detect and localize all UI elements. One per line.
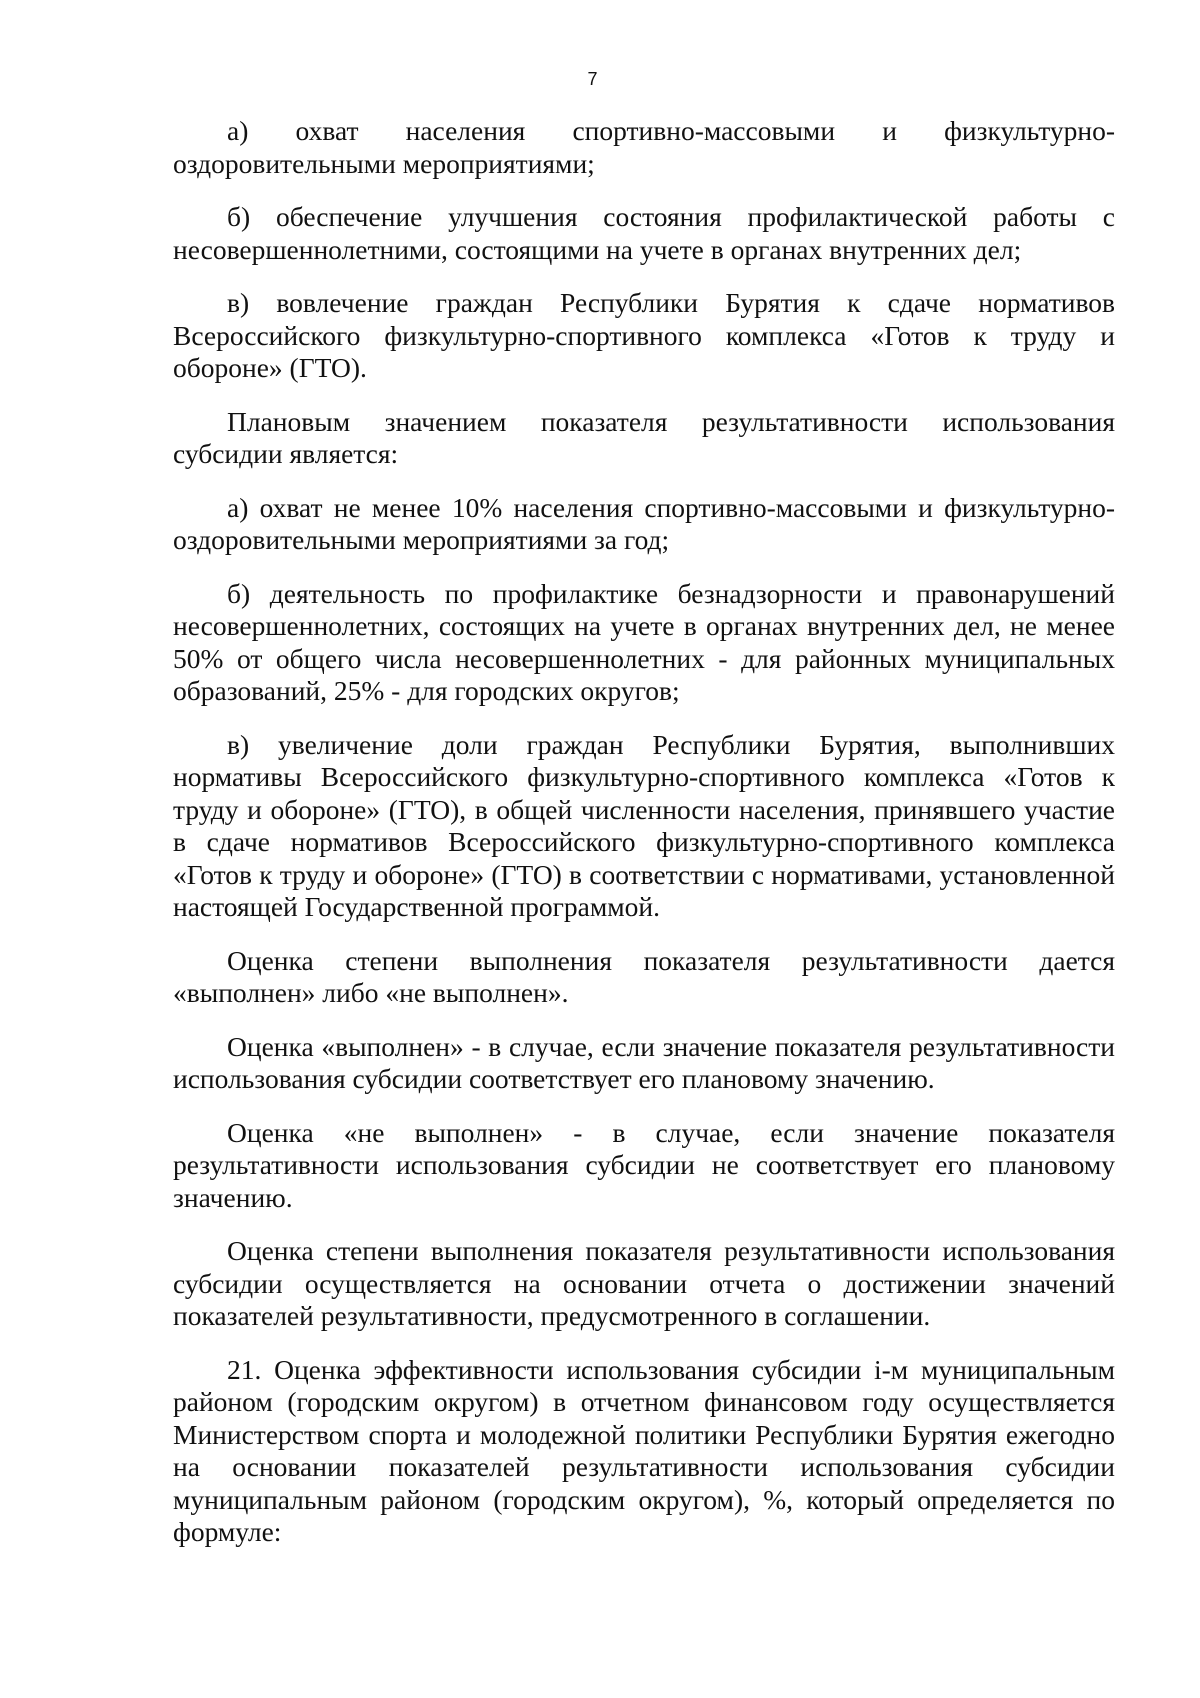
paragraph-assessment-intro: Оценка степени выполнения показателя результативности дается «выполнен» либо «не выполнен». bbox=[173, 944, 1115, 1008]
paragraph-assessment-basis: Оценка степени выполнения показателя результативности использования субсидии осуществляется на основании отчета о достижении значений показателей результативности, предусмотренного в соглашении. bbox=[173, 1235, 1115, 1331]
paragraph-prevention-goal: б) обеспечение улучшения состояния профилактической работы с несовершеннолетними, состоящими на учете в органах внутренних дел; bbox=[173, 201, 1115, 265]
paragraph-assessment-fulfilled: Оценка «выполнен» - в случае, если значение показателя результативности использования субсидии соответствует его плановому значению. bbox=[173, 1030, 1115, 1094]
paragraph-clause-21: 21. Оценка эффективности использования субсидии i-м муниципальным районом (городским округом) в отчетном финансовом году осуществляется Министерством спорта и молодежной политики Республики Бурятия ежегодно на основании показателей результативности использования субсидии муниципальным районом (городским округом), %, который определяется по формуле: bbox=[173, 1353, 1115, 1547]
page-number: 7 bbox=[587, 69, 598, 89]
paragraph-gto-goal: в) вовлечение граждан Республики Бурятия к сдаче нормативов Всероссийского физкультурно-спортивного комплекса «Готов к труду и обороне» (ГТО). bbox=[173, 287, 1115, 383]
paragraph-coverage-target: а) охват не менее 10% населения спортивно-массовыми и физкультурно-оздоровительными мероприятиями за год; bbox=[173, 491, 1115, 555]
paragraph-coverage-goal: а) охват населения спортивно-массовыми и физкультурно-оздоровительными мероприятиями; bbox=[173, 115, 1115, 179]
paragraph-gto-target: в) увеличение доли граждан Республики Бурятия, выполнивших нормативы Всероссийского физкультурно-спортивного комплекса «Готов к труду и обороне» (ГТО), в общей численности населения, принявшего участие в сдаче нормативов Всероссийского физкультурно-спортивного комплекса «Готов к труду и обороне» (ГТО) в соответствии с нормативами, установленной настоящей Государственной программой. bbox=[173, 728, 1115, 922]
document-body bbox=[173, 115, 1115, 1570]
paragraph-planned-value-intro: Плановым значением показателя результативности использования субсидии является: bbox=[173, 405, 1115, 469]
paragraph-prevention-target: б) деятельность по профилактике безнадзорности и правонарушений несовершеннолетних, состоящих на учете в органах внутренних дел, не менее 50% от общего числа несовершеннолетних - для районных муниципальных образований, 25% - для городских округов; bbox=[173, 577, 1115, 706]
paragraph-assessment-not-fulfilled: Оценка «не выполнен» - в случае, если значение показателя результативности использования субсидии не соответствует его плановому значению. bbox=[173, 1116, 1115, 1213]
